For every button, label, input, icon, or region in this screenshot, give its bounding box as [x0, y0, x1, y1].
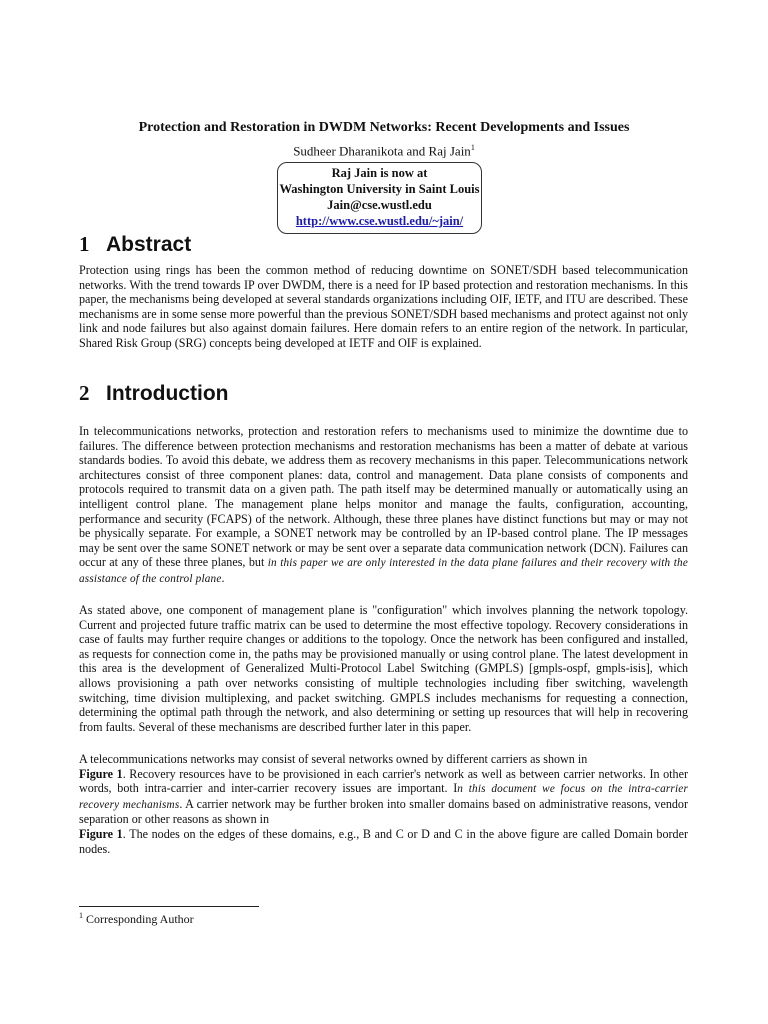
intro-p1-emphasis: in this paper we are only interested in the data plane failures and their recovery with the assistance of the control plane: [79, 557, 688, 585]
section-number: 1: [79, 232, 90, 256]
figure-ref: Figure 1: [79, 826, 123, 841]
section-title: Abstract: [106, 233, 192, 256]
author-names: Sudheer Dharanikota and Raj Jain: [293, 143, 471, 159]
intro-p1-end: .: [221, 570, 225, 585]
intro-p3-text: . Recovery resources have to be provisioned in each carrier's network as well as between carrier networks. In other words, both intra-carrier and inter-carrier recovery issues are important. I: [79, 766, 688, 796]
intro-p3-lead: A telecommunications networks may consist of several networks owned by different carriers as shown in: [79, 752, 588, 766]
intro-p4-text: . The nodes on the edges of these domains, e.g., B and C or D and C in the above figure are called Domain border nodes.: [79, 826, 688, 856]
notice-line-2: Washington University in Saint Louis: [279, 182, 480, 196]
section-title: Introduction: [106, 382, 229, 405]
abstract-paragraph: Protection using rings has been the common method of reducing downtime on SONET/SDH based telecommunication networks. With the trend towards IP over DWDM, there is a need for IP based protection and restoration mechanisms. In this paper, the mechanisms being developed at several standards organizations including OIF, IETF, and ITU are described. These mechanisms are in some sense more powerful than the previous SONET/SDH based mechanisms and protect against not only link and node failures but also against domain failures. Here domain refers to an entire region of the network. In particular, Shared Risk Group (SRG) concepts being developed at IETF and OIF is explained.: [79, 263, 688, 350]
footnote-text: Corresponding Author: [86, 912, 194, 926]
notice-line-1: Raj Jain is now at: [331, 166, 428, 180]
intro-paragraph-2: As stated above, one component of management plane is "configuration" which involves planning the network topology. Current and projected future traffic matrix can be used to determine the most effective topology. Recovery considerations in case of faults may further require changes or additions to the topology. Once the network has been configured and installed, as requests for connection come in, the paths may be provisioned manually or using control plane. The latest development in this area is the development of Generalized Multi-Protocol Label Switching (GMPLS) [gmpls-ospf, gmpls-isis], which allows provisioning a path over networks consisting of multiple technologies including fiber switching, wavelength switching, time division multiplexing, and packet switching. GMPLS includes mechanisms for requesting a connection, determining the optimal path through the network, and also determining or setting up resources that will help in recovering from faults. Several of these mechanisms are described further later in this paper.: [79, 603, 688, 734]
paper-authors: [0, 143, 768, 159]
notice-email: Jain@cse.wustl.edu: [327, 198, 432, 212]
paper-title: Protection and Restoration in DWDM Networks: Recent Developments and Issues: [138, 120, 630, 135]
intro-paragraph-1: [79, 424, 688, 587]
footnote: [79, 911, 194, 927]
author-footnote-mark: 1: [470, 143, 475, 152]
homepage-link[interactable]: http://www.cse.wustl.edu/~jain/: [295, 214, 464, 228]
figure-ref: Figure 1: [79, 766, 123, 781]
footnote-mark: 1: [79, 911, 83, 920]
intro-p3-emphasis: n this document we focus on the intra-carrier recovery mechanisms: [79, 783, 689, 811]
intro-p1-text: In telecommunications networks, protection and restoration refers to mechanisms used to minimize the downtime due to failures. The difference between protection mechanisms and restoration mechanisms has been a matter of debate at various standards bodies. To avoid this debate, we address them as recovery mechanisms in this paper. Telecommunications network architectures consist of three component planes: data, control and management. Data plane consists of components and protocols required to transmit data on a given path. The path itself may be determined manually or automatically using an intelligent control plane. The management plane helps monitor and manage the faults, configuration, accounting, performance and security (FCAPS) of the network. Although, these three planes have distinct functions but may or may not be physically separate. For example, a SONET network may be controlled by an IP-based control plane. The IP messages may be sent over the same SONET network or may be sent over a separate data communication network (DCN). Failures can occur at any of these three planes, but: [79, 424, 688, 570]
section-number: 2: [79, 381, 90, 405]
author-affiliation-notice: [277, 162, 482, 234]
section-heading-introduction: [79, 381, 228, 406]
intro-p3-text-2: . A carrier network may be further broken into smaller domains based on administrative reasons, vendor separation or other reasons as shown in: [79, 796, 688, 827]
intro-paragraph-3: [79, 752, 688, 856]
section-heading-abstract: [79, 232, 191, 257]
footnote-rule: [79, 906, 259, 907]
